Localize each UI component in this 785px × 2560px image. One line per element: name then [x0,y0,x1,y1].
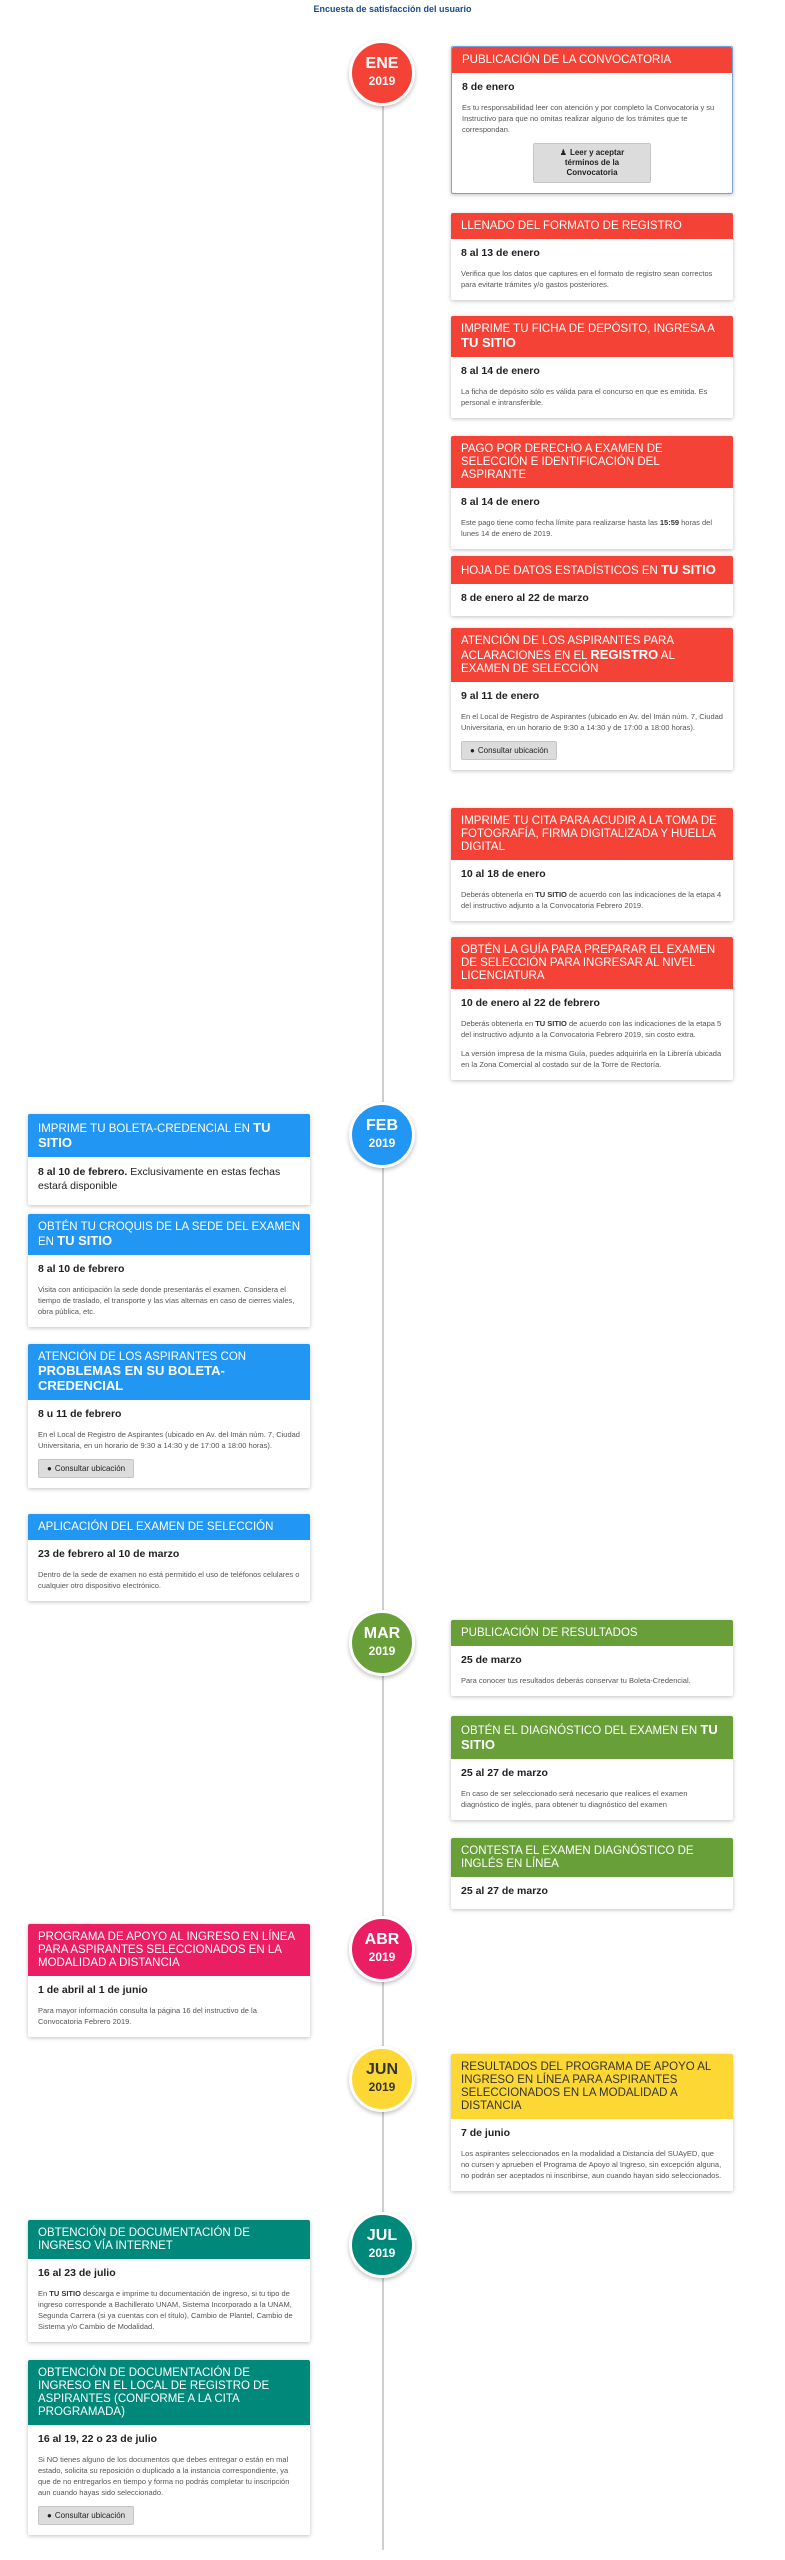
card-publicacion-convocatoria [451,46,733,194]
card-title: OBTENCIÓN DE DOCUMENTACIÓN DE INGRESO EN EL LOCAL DE REGISTRO DE ASPIRANTES (CONFORME A LA CITA PROGRAMADA) [28,2360,310,2425]
card-date: 8 al 14 de enero [461,496,540,508]
month-label: ENE [365,55,399,72]
desc-text: Deberás obtenerla en [461,1019,536,1028]
date-bold: 8 al 10 de febrero. [38,1166,128,1178]
card-title [451,628,733,682]
month-badge-ene [349,40,415,106]
card-title: PUBLICACIÓN DE LA CONVOCATORIA [452,47,732,73]
card-title: RESULTADOS DEL PROGRAMA DE APOYO AL INGRESO EN LÍNEA PARA ASPIRANTES SELECCIONADOS EN LA MODALIDAD A DISTANCIA [451,2054,733,2119]
card-title: LLENADO DEL FORMATO DE REGISTRO [451,213,733,239]
card-date: 8 u 11 de febrero [38,1408,122,1420]
desc-text: Este pago tiene como fecha límite para realizarse hasta las [461,518,660,527]
timeline-axis [382,40,384,2550]
card-date: 25 de marzo [461,1654,522,1666]
button-label: Leer y aceptar términos de la Convocatoria [564,148,625,177]
card-llenado-formato [451,213,733,300]
card-date: 9 al 11 de enero [461,690,540,702]
card-desc: La versión impresa de la misma Guía, puedes adquirirla en la Librería ubicada en la Zona Comercial al costado sur de la Torre de Rectoría. [461,1049,722,1069]
desc-text: de acuerdo con las indicaciones de la etapa 5 del instructivo adjunto a la Convocatoria Febrero 2019, sin costo extra. [461,1019,722,1039]
card-title [28,1344,310,1400]
date-extra: Exclusivamente en estas fechas estará disponible [38,1166,281,1192]
title-text: HOJA DE DATOS ESTADÍSTICOS EN [461,565,662,577]
card-croquis-sede [28,1214,310,1327]
title-highlight: TU SITIO [661,562,716,577]
desc-text: descarga e imprime tu documentación de ingreso, si tu tipo de ingreso corresponde a Bachillerato UNAM, Sistema Incorporado a la UNAM, Segunda Carrera (si ya cuentas con el título), Cambio de Plantel, Cambio de Sistema y/o Cambio de Modalidad. [38,2289,293,2331]
month-badge-jul [349,2212,415,2278]
card-aplicacion-examen [28,1514,310,1601]
button-label: Consultar ubicación [54,2511,126,2520]
card-date: 7 de junio [461,2127,511,2139]
title-highlight: PROBLEMAS EN SU BOLETA-CREDENCIAL [38,1363,225,1393]
desc-bold: 15:59 [659,518,680,527]
month-label: JUL [366,2227,398,2244]
card-diagnostico-examen [451,1716,733,1820]
card-desc [38,2288,300,2332]
card-title: PAGO POR DERECHO A EXAMEN DE SELECCIÓN E IDENTIFICACIÓN DEL ASPIRANTE [451,436,733,488]
card-title: PROGRAMA DE APOYO AL INGRESO EN LÍNEA PARA ASPIRANTES SELECCIONADOS EN LA MODALIDAD A DISTANCIA [28,1924,310,1976]
card-date: 16 al 23 de julio [38,2267,116,2279]
card-title [28,1214,310,1255]
card-date: 8 de enero al 22 de marzo [461,592,589,604]
survey-link[interactable]: Encuesta de satisfacción del usuario [313,4,472,14]
desc-text: de acuerdo con las indicaciones de la etapa 4 del instructivo adjunto a la Convocatoria Febrero 2019. [461,890,722,910]
year-label: 2019 [368,1644,396,1658]
card-examen-ingles [451,1838,733,1909]
map-marker-icon: ● [470,746,475,755]
card-date: 8 al 10 de febrero [38,1263,125,1275]
month-label: FEB [366,1117,398,1134]
title-highlight: TU SITIO [461,1722,718,1752]
title-text: ATENCIÓN DE LOS ASPIRANTES PARA ACLARACIONES EN EL [461,635,674,662]
accept-terms-button[interactable] [533,143,651,183]
title-text: IMPRIME TU FICHA DE DEPÓSITO, INGRESA A [461,323,715,335]
card-date: 23 de febrero al 10 de marzo [38,1548,180,1560]
card-title: OBTÉN LA GUÍA PARA PREPARAR EL EXAMEN DE SELECCIÓN PARA INGRESAR AL NIVEL LICENCIATURA [451,937,733,989]
card-desc: Dentro de la sede de examen no está permitido el uso de teléfonos celulares o cualquier otro dispositivo electrónico. [38,1570,300,1590]
card-cita-fotografia [451,808,733,921]
title-highlight: TU SITIO [461,335,516,350]
card-title: PUBLICACIÓN DE RESULTADOS [451,1620,733,1646]
desc-bold: TU SITIO [535,890,567,899]
title-text: OBTÉN EL DIAGNÓSTICO DEL EXAMEN EN [461,1725,701,1737]
card-date: 8 de enero [462,81,515,93]
card-desc: Es tu responsabilidad leer con atención y por completo la Convocatoria y su Instructivo para que no omitas realizar alguno de los trámites que te correspondan. [462,103,715,134]
title-text: IMPRIME TU BOLETA-CREDENCIAL EN [38,1123,254,1135]
card-date: 8 al 14 de enero [461,365,540,377]
card-title: APLICACIÓN DEL EXAMEN DE SELECCIÓN [28,1514,310,1540]
title-highlight: TU SITIO [57,1233,113,1248]
button-label: Consultar ubicación [477,746,549,755]
card-documentacion-internet [28,2220,310,2342]
consultar-ubicacion-button[interactable] [38,2506,134,2525]
card-title: OBTENCIÓN DE DOCUMENTACIÓN DE INGRESO VÍA INTERNET [28,2220,310,2259]
card-problemas-boleta [28,1344,310,1488]
consultar-ubicacion-button[interactable] [461,741,557,760]
card-boleta-credencial [28,1114,310,1205]
desc-bold: TU SITIO [49,2289,81,2298]
card-desc [461,517,723,539]
map-marker-icon: ● [47,2511,52,2520]
card-title [28,1114,310,1157]
card-desc: En el Local de Registro de Aspirantes (ubicado en Av. del Imán núm. 7, Ciudad Universitaria, en un horario de 9:30 a 14:30 y de 17:00 a 18:00 horas). [461,712,723,732]
card-desc: La ficha de depósito sólo es válida para el concurso en que es emitida. Es personal e intransferible. [461,387,708,407]
card-date: 1 de abril al 1 de junio [38,1984,148,1996]
month-badge-abr [349,1916,415,1982]
card-resultados-programa-apoyo [451,2054,733,2191]
card-pago-examen [451,436,733,549]
card-desc: En caso de ser seleccionado será necesario que realices el examen diagnóstico de inglés, para obtener tu diagnóstico del examen [461,1789,688,1809]
card-date: 8 al 13 de enero [461,247,540,259]
button-label: Consultar ubicación [54,1464,126,1473]
card-desc: Si NO tienes alguno de los documentos que debes entregar o están en mal estado, solicita su reposición o duplicado a la instancia correspondiente, ya que de no entregarlos en tiempo y forma no podrás completar tu inscripción aun cuando hayas sido seleccionado. [38,2455,290,2497]
card-desc: Para conocer tus resultados deberás conservar tu Boleta-Credencial. [461,1676,691,1685]
title-text: AL EXAMEN DE SELECCIÓN [461,650,675,675]
card-date: 10 de enero al 22 de febrero [461,997,600,1009]
card-desc: Visita con anticipación la sede donde presentarás el examen. Considera el tiempo de traslado, el transporte y las vías alternas en caso de cierres viales, obra pública, etc. [38,1285,295,1316]
card-desc [461,889,723,911]
year-label: 2019 [368,1136,396,1150]
card-title [451,1716,733,1759]
month-badge-jun [349,2046,415,2112]
card-title: CONTESTA EL EXAMEN DIAGNÓSTICO DE INGLÉS EN LÍNEA [451,1838,733,1877]
year-label: 2019 [368,2080,396,2094]
card-title [451,556,733,584]
map-marker-icon: ● [47,1464,52,1473]
title-text: ATENCIÓN DE LOS ASPIRANTES CON [38,1351,247,1363]
card-title [451,316,733,357]
user-icon: ♟ [559,148,567,157]
card-publicacion-resultados [451,1620,733,1696]
card-desc [461,1018,723,1040]
consultar-ubicacion-button[interactable] [38,1459,134,1478]
card-documentacion-local [28,2360,310,2535]
card-guia-examen [451,937,733,1080]
title-highlight: REGISTRO [590,647,659,662]
month-badge-feb [349,1102,415,1168]
month-badge-mar [349,1610,415,1676]
card-hoja-datos [451,556,733,616]
card-ficha-deposito [451,316,733,418]
month-label: MAR [363,1625,401,1642]
card-date [38,1165,300,1193]
card-desc: Para mayor información consulta la página 16 del instructivo de la Convocatoria Febrero 2019. [38,2006,257,2026]
card-date: 16 al 19, 22 o 23 de julio [38,2433,158,2445]
year-label: 2019 [368,2246,396,2260]
desc-text: En [38,2289,50,2298]
card-desc: En el Local de Registro de Aspirantes (ubicado en Av. del Imán núm. 7, Ciudad Universitaria, en un horario de 9:30 a 14:30 y de 17:00 a 18:00 horas). [38,1430,300,1450]
desc-text: Deberás obtenerla en [461,890,536,899]
card-programa-apoyo [28,1924,310,2037]
year-label: 2019 [368,74,396,88]
desc-bold: TU SITIO [535,1019,567,1028]
title-text: OBTÉN TU CROQUIS DE LA SEDE DEL EXAMEN EN [38,1221,301,1248]
year-label: 2019 [368,1950,396,1964]
card-title: IMPRIME TU CITA PARA ACUDIR A LA TOMA DE FOTOGRAFÍA, FIRMA DIGITALIZADA Y HUELLA DIGITAL [451,808,733,860]
month-label: JUN [365,2061,398,2078]
card-date: 10 al 18 de enero [461,868,546,880]
desc-text: horas del lunes 14 de enero de 2019. [461,518,712,538]
card-desc: Los aspirantes seleccionados en la modalidad a Distancia del SUAyED, que no cursen y aprueben el Programa de Apoyo al Ingreso, sin excepción alguna, no podrán ser aceptados ni inscribirse, aun cuando hayan sido seleccionados. [461,2149,722,2180]
card-desc: Verifica que los datos que captures en el formato de registro sean correctos para evitarte trámites y/o gastos posteriores. [461,269,713,289]
month-label: ABR [364,1931,400,1948]
card-date: 25 al 27 de marzo [461,1885,548,1897]
card-date: 25 al 27 de marzo [461,1767,548,1779]
card-aclaraciones-registro [451,628,733,770]
title-highlight: TU SITIO [38,1120,271,1150]
